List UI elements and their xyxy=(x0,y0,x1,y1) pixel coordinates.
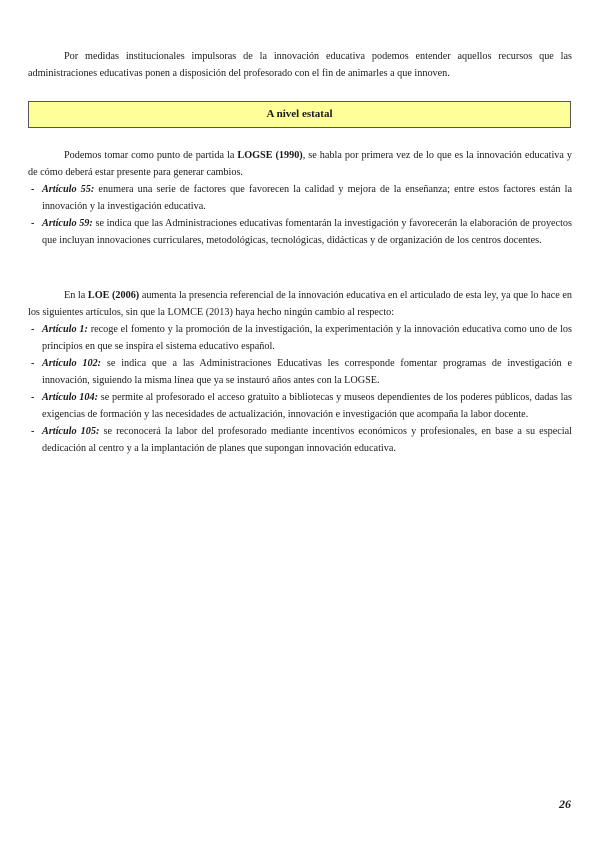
logse-law-name: LOGSE (1990) xyxy=(237,150,303,161)
article-label: Artículo 102: xyxy=(42,358,102,369)
article-text: se permite al profesorado el acceso gratuito a bibliotecas y museos dependientes de los poderes públicos, dadas las exigencias de formación y las necesidades de actualización, innovación e investigación que acompaña la labor docente. xyxy=(42,392,572,420)
article-text: se reconocerá la labor del profesorado mediante incentivos económicos y profesionales, en base a su especial dedicación al centro y a la implantación de planes que supongan innovación educativa. xyxy=(42,426,572,454)
article-label: Artículo 59: xyxy=(42,218,93,229)
article-label: Artículo 55: xyxy=(42,184,95,195)
loe-law-name: LOE (2006) xyxy=(87,290,140,301)
list-item xyxy=(28,389,572,423)
logse-text-before: Podemos tomar como punto de partida la xyxy=(64,150,238,161)
loe-block xyxy=(28,287,572,457)
intro-paragraph: Por medidas institucionales impulsoras de la innovación educativa podemos entender aquellos recursos que las administraciones educativas ponen a disposición del profesorado con el fin de animarles a que innoven. xyxy=(28,51,572,79)
logse-block xyxy=(28,147,572,249)
list-item xyxy=(28,215,572,249)
article-label: Artículo 104: xyxy=(42,392,98,403)
logse-article-list xyxy=(28,181,572,249)
article-text: enumera una serie de factores que favorecen la calidad y mejora de la enseñanza; entre estos factores están la innovación y la investigación educativa. xyxy=(42,184,573,212)
loe-article-list xyxy=(28,321,572,457)
bullet-dash: - xyxy=(31,184,35,195)
article-text: recoge el fomento y la promoción de la investigación, la experimentación y la innovación educativa como uno de los principios en que se inspira el sistema educativo español. xyxy=(42,324,572,352)
bullet-dash: - xyxy=(31,324,35,335)
article-text: se indica que las Administraciones educativas fomentarán la investigación y favorecerán la elaboración de proyectos que incluyan innovaciones curriculares, metodológicas, tecnológicas, didácticas y de organización de los centros docentes. xyxy=(42,218,572,246)
article-label: Artículo 1: xyxy=(42,324,88,335)
list-item xyxy=(28,355,572,389)
article-label: Artículo 105: xyxy=(42,426,100,437)
bullet-dash: - xyxy=(31,218,35,229)
section-title: A nivel estatal xyxy=(266,108,333,120)
loe-paragraph xyxy=(28,287,572,321)
list-item xyxy=(28,321,572,355)
bullet-dash: - xyxy=(31,392,35,403)
loe-text-after: aumenta la presencia referencial de la innovación educativa en el articulado de esta ley, ya que lo hace en los siguientes artículos, sin que la LOMCE (2013) haya hecho ningún cambio al respecto: xyxy=(28,290,572,318)
page-number: 26 xyxy=(559,797,571,811)
article-text: se indica que a las Administraciones Educativas les corresponde fomentar programas de investigación e innovación, siguiendo la misma línea que ya se instauró años antes con la LOGSE. xyxy=(42,358,572,386)
logse-paragraph xyxy=(28,147,572,181)
logse-text-after: , se habla por primera vez de lo que es la innovación educativa y de cómo deberá estar presente para generar cambios. xyxy=(28,150,573,178)
bullet-dash: - xyxy=(31,358,35,369)
list-item xyxy=(28,181,572,215)
loe-text-before: En la xyxy=(64,290,88,301)
list-item xyxy=(28,423,572,457)
section-heading-box xyxy=(28,101,571,128)
bullet-dash: - xyxy=(31,426,35,437)
